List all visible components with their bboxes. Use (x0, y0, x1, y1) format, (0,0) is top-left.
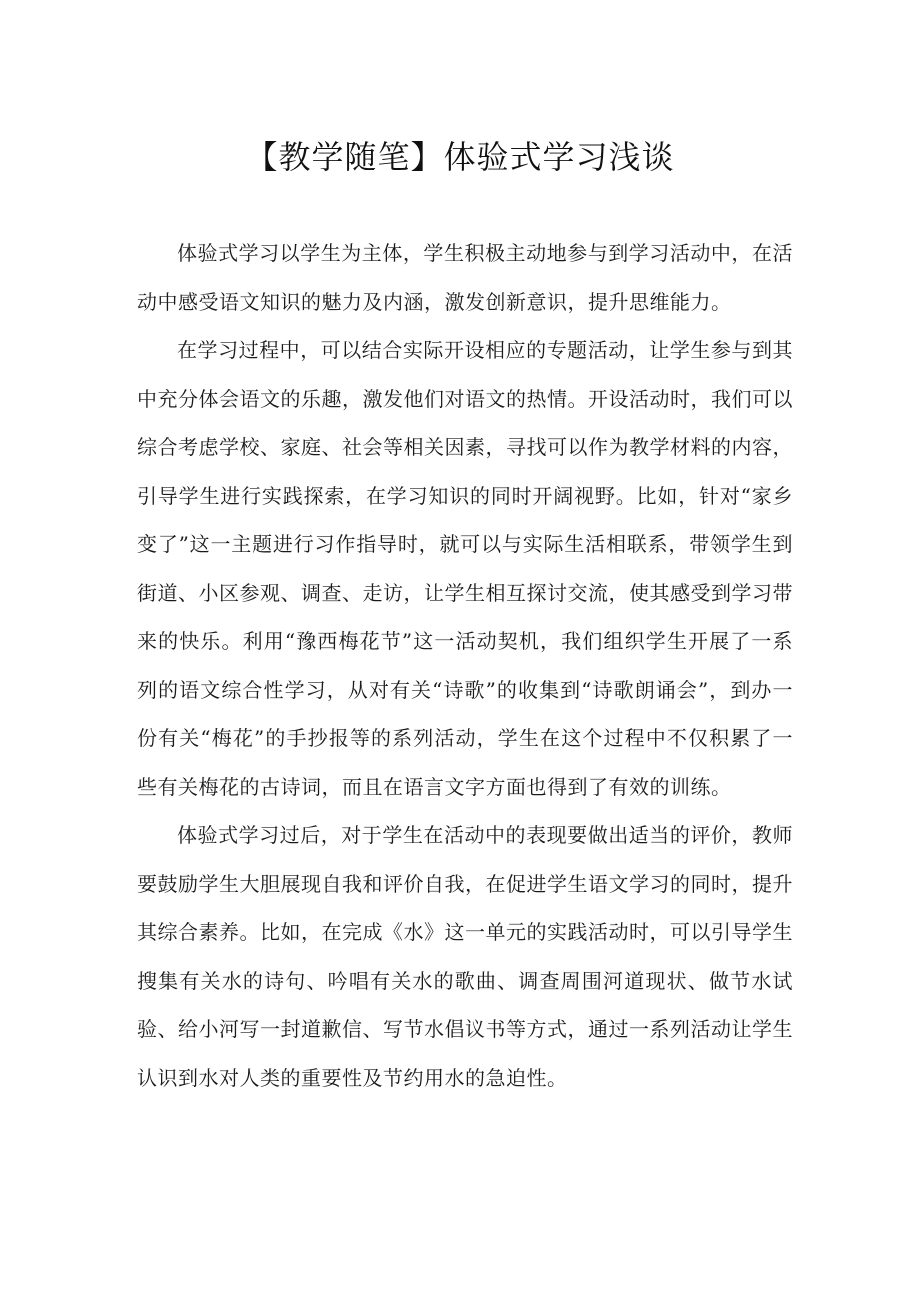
paragraph-2: 在学习过程中，可以结合实际开设相应的专题活动，让学生参与到其中充分体会语文的乐趣，激发他们对语文的热情。开设活动时，我们可以综合考虑学校、家庭、社会等相关因素，寻找可以作为教学材料的内容，引导学生进行实践探索，在学习知识的同时开阔视野。比如，针对“家乡变了”这一主题进行习作指导时，就可以与实际生活相联系，带领学生到街道、小区参观、调查、走访，让学生相互探讨交流，使其感受到学习带来的快乐。利用“豫西梅花节”这一活动契机，我们组织学生开展了一系列的语文综合性学习，从对有关“诗歌”的收集到“诗歌朗诵会”，到办一份有关“梅花”的手抄报等的系列活动，学生在这个过程中不仅积累了一些有关梅花的古诗词，而且在语言文字方面也得到了有效的训练。 (137, 338, 793, 799)
document-body (137, 229, 793, 1102)
paragraph-1: 体验式学习以学生为主体，学生积极主动地参与到学习活动中，在活动中感受语文知识的魅力及内涵，激发创新意识，提升思维能力。 (137, 241, 793, 314)
paragraph-3: 体验式学习过后，对于学生在活动中的表现要做出适当的评价，教师要鼓励学生大胆展现自我和评价自我，在促进学生语文学习的同时，提升其综合素养。比如，在完成《水》这一单元的实践活动时，可以引导学生搜集有关水的诗句、吟唱有关水的歌曲、调查周围河道现状、做节水试验、给小河写一封道歉信、写节水倡议书等方式，通过一系列活动让学生认识到水对人类的重要性及节约用水的急迫性。 (137, 823, 793, 1090)
page-title: 【教学随笔】体验式学习浅谈 (245, 138, 675, 176)
